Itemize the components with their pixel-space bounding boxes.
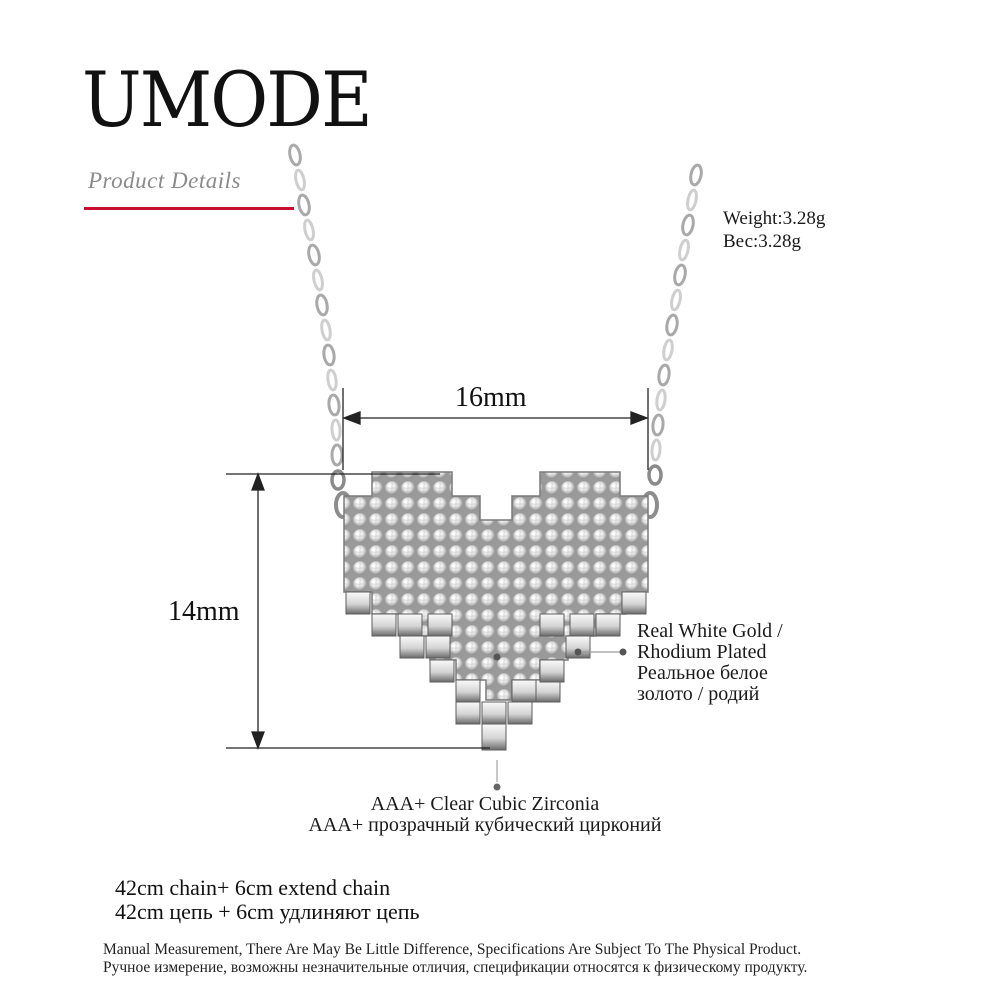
disclaimer-line-en: Manual Measurement, There Are May Be Little Difference, Specifications Are Subject To The Physical Product. — [103, 941, 802, 958]
chain-line-ru: 42cm цепь + 6cm удлиняют цепь — [115, 899, 420, 925]
chain-right — [649, 164, 703, 484]
plating-line-2: Rhodium Plated — [637, 641, 767, 663]
disclaimer-line-ru: Ручное измерение, возможны незначительные отличия, спецификации относятся к физическому продукту. — [103, 958, 808, 976]
height-label: 14mm — [168, 596, 240, 627]
stone-line-en: AAA+ Clear Cubic Zirconia — [370, 793, 600, 815]
heart-pendant-icon — [344, 472, 648, 750]
plating-line-1: Real White Gold / — [637, 620, 783, 642]
section-subtitle: Product Details — [88, 168, 241, 193]
measurement-disclaimer — [103, 941, 807, 977]
weight-ru: Вес:3.28g — [723, 230, 802, 252]
chain-left — [288, 144, 344, 489]
accent-underline — [84, 207, 294, 210]
plating-callout — [637, 621, 783, 705]
chain-length-info — [115, 876, 420, 924]
plating-line-4: золото / родий — [637, 683, 760, 705]
stone-line-ru: AAA+ прозрачный кубический цирконий — [308, 814, 662, 836]
stone-callout-text — [0, 794, 1000, 836]
weight-en: Weight:3.28g — [723, 208, 826, 229]
plating-line-3: Реальное белое — [637, 662, 768, 684]
width-label: 16mm — [455, 382, 527, 413]
weight-specs — [723, 208, 825, 254]
brand-logo: UMODE — [82, 55, 371, 144]
chain-line-en: 42cm chain+ 6cm extend chain — [115, 875, 391, 900]
